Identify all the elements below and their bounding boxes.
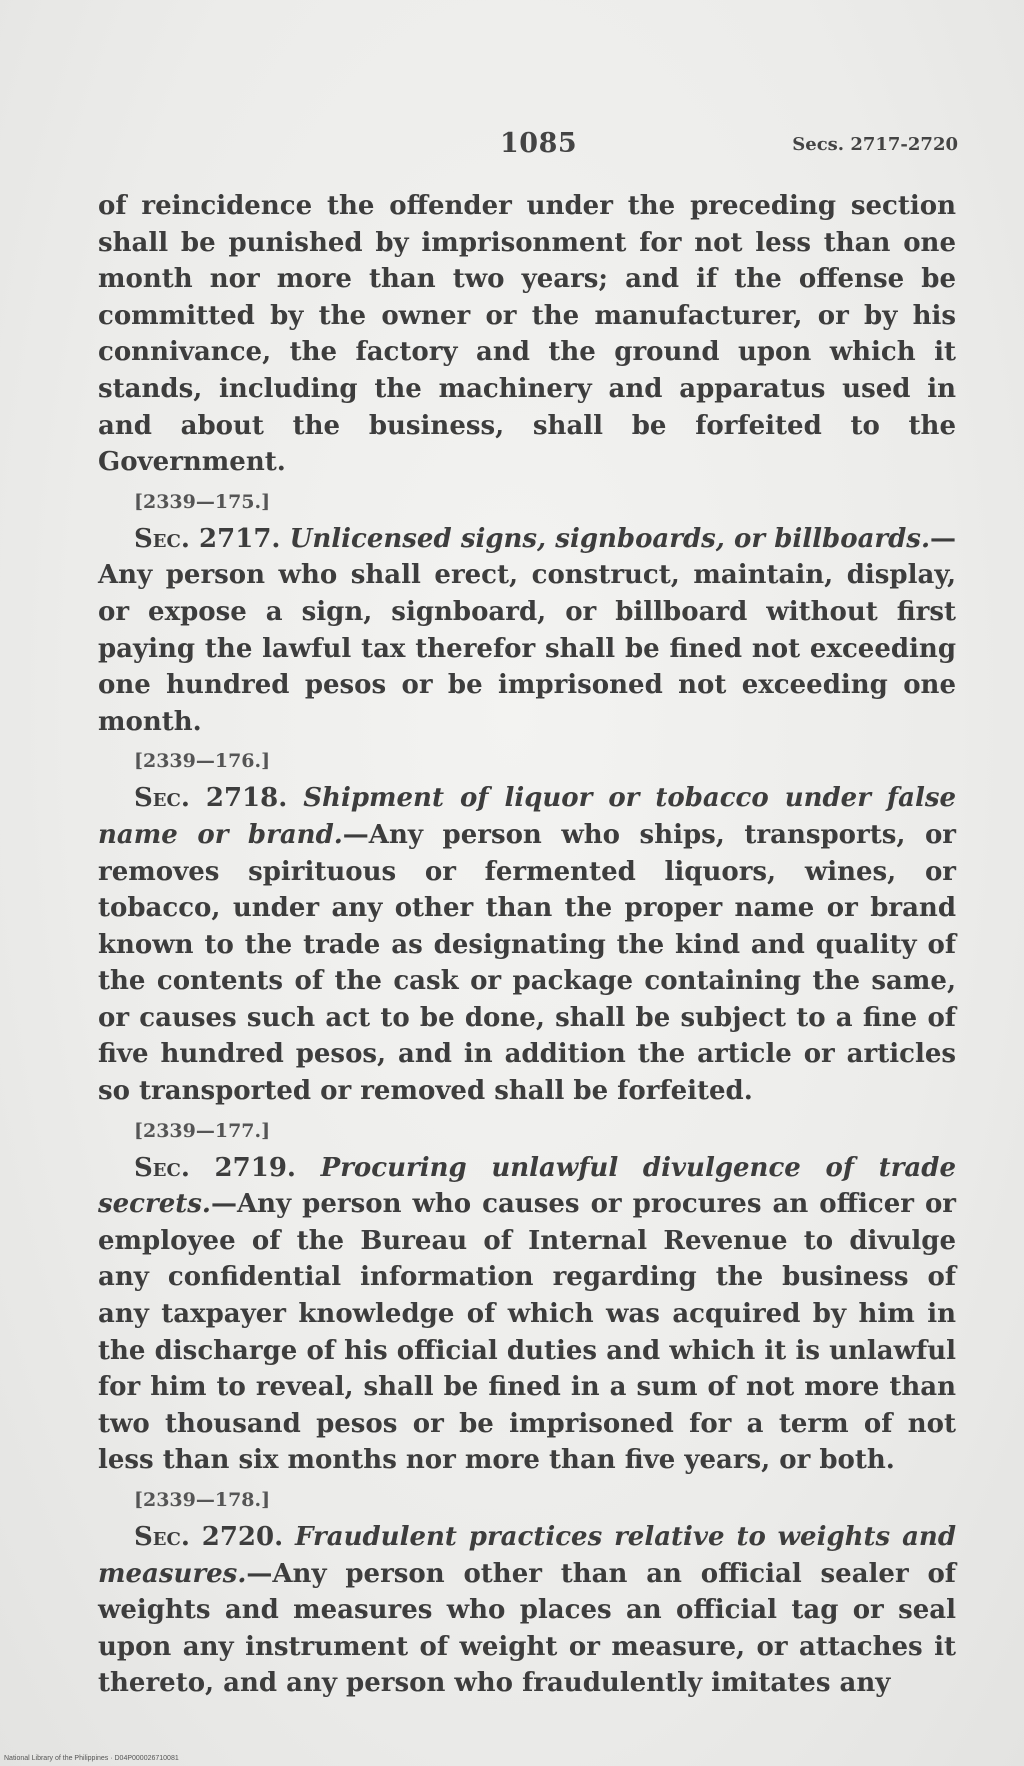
body-text: [98, 188, 956, 1702]
section-paragraph: [98, 1150, 956, 1479]
section-title: Procuring unlawful divulgence of trade secrets.: [98, 1152, 957, 1220]
opening-paragraph: of reincidence the offender under the preceding section shall be punished by imprisonment for not less than one month nor more than two years; and if the offense be committed by the owner or the manufacturer, or by his connivance, the factory and the ground upon which it stands, including the machinery and apparatus used in and about the business, shall be forfeited to the Government.: [98, 191, 956, 478]
section-range: Secs. 2717-2720: [792, 134, 958, 155]
section-text: —Any person who shall erect, construct, maintain, display, or expose a sign, signboard, or billboard without first paying the lawful tax therefor shall be fined not exceeding one hundred pesos or be imprisoned not exceeding one month.: [98, 523, 956, 737]
section-label: Sec. 2718.: [134, 783, 288, 814]
history-note: [2339—175.]: [134, 490, 271, 513]
section-paragraph: [98, 521, 956, 741]
section-paragraph: [98, 1519, 956, 1702]
section-text: —Any person other than an official sealer of weights and measures who places an official tag or seal upon any instrument of weight or measure, or attaches it thereto, and any person who fraudulently imitates any: [98, 1558, 956, 1699]
page-number: 1085: [500, 128, 578, 159]
section-title: Unlicensed signs, signboards, or billboards.: [289, 523, 930, 554]
history-note: [2339—176.]: [134, 750, 271, 773]
section-label: Sec. 2717.: [134, 523, 281, 554]
page-header: [0, 128, 1024, 168]
section-text: —Any person who ships, transports, or removes spirituous or fermented liquors, wines, or tobacco, under any other than the proper name or brand known to the trade as designating the kind and quality of the contents of the cask or package containing the same, or causes such act to be done, shall be subject to a fine of five hundred pesos, and in addition the article or articles so transported or removed shall be forfeited.: [98, 819, 956, 1107]
section-label: Sec. 2720.: [134, 1522, 284, 1552]
scan-credit: National Library of the Philippines · D04P000026710081: [4, 1755, 179, 1762]
history-note: [2339—178.]: [134, 1489, 271, 1511]
section-paragraph: [98, 780, 956, 1109]
section-text: —Any person who causes or procures an officer or employee of the Bureau of Internal Revenue to divulge any confidential information regarding the business of any taxpayer knowledge of which was acquired by him in the discharge of his official duties and which it is unlawful for him to reveal, shall be fined in a sum of not more than two thousand pesos or be imprisoned for a term of not less than six months nor more than five years, or both.: [98, 1189, 956, 1476]
section-label: Sec. 2719.: [134, 1152, 296, 1183]
section-title: Fraudulent practices relative to weights and measures.: [98, 1522, 956, 1589]
history-note: [2339—177.]: [134, 1119, 271, 1142]
section-title: Shipment of liquor or tobacco under false name or brand.: [98, 783, 956, 850]
